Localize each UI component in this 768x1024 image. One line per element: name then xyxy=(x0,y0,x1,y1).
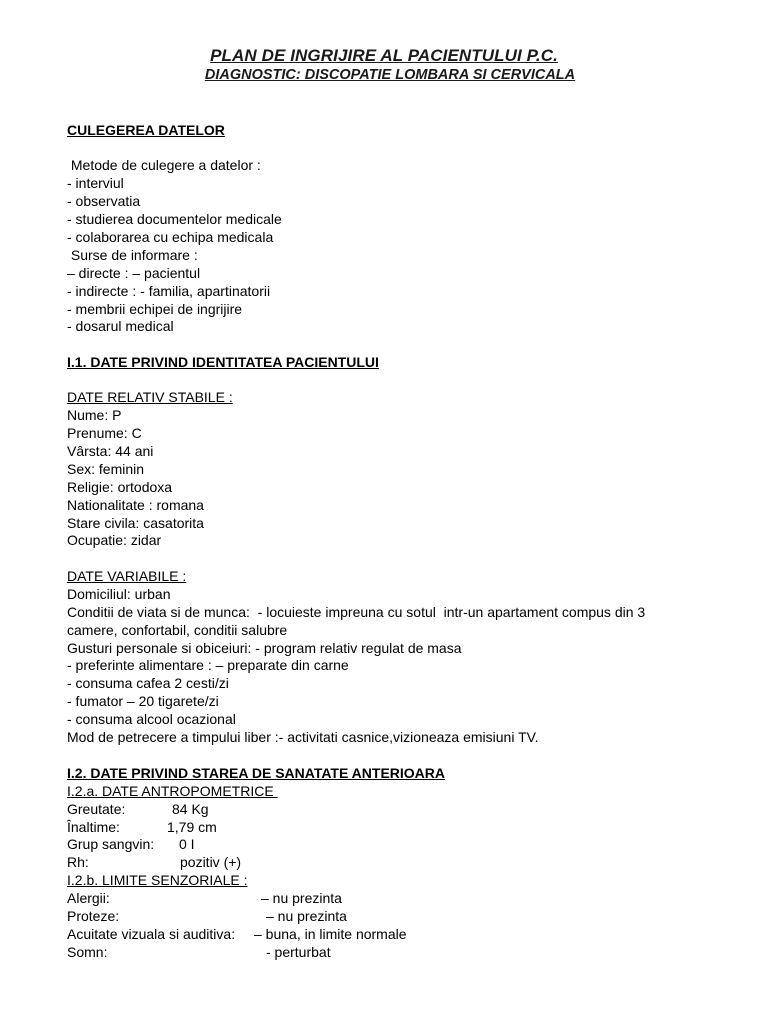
field-label: Rh: xyxy=(67,854,89,870)
field-line: Stare civila: casatorita xyxy=(67,515,204,531)
field-line: Gusturi personale si obiceiuri: - program relativ regulat de masa xyxy=(67,640,462,656)
field-line: Mod de petrecere a timpului liber :- activitati casnice,vizioneaza emisiuni TV. xyxy=(67,729,539,745)
field-value: pozitiv (+) xyxy=(180,854,242,870)
field-label: Greutate: xyxy=(67,801,126,817)
field-line: Nume: P xyxy=(67,407,122,423)
list-item: - observatia xyxy=(67,193,141,209)
section-heading-sanatate: I.2. DATE PRIVIND STAREA DE SANATATE ANTERIOARA xyxy=(67,765,446,781)
list-item: - dosarul medical xyxy=(67,318,174,334)
field-value: – buna, in limite normale xyxy=(254,926,407,942)
subsection-heading-senzoriale: I.2.b. LIMITE SENZORIALE : xyxy=(67,872,248,888)
list-item: - membrii echipei de ingrijire xyxy=(67,301,243,317)
list-item: - indirecte : - familia, apartinatorii xyxy=(67,283,271,299)
field-value: – nu prezinta xyxy=(261,890,342,906)
field-value: 0 I xyxy=(179,836,195,852)
metode-label: Metode de culegere a datelor : xyxy=(67,157,261,173)
field-value: – nu prezinta xyxy=(266,908,347,924)
field-line: - consuma alcool ocazional xyxy=(67,711,236,727)
field-line: Sex: feminin xyxy=(67,461,145,477)
field-line: Conditii de viata si de munca: - locuieste impreuna cu sotul intr-un apartament compus din 3 xyxy=(67,604,646,620)
field-label: Acuitate vizuala si auditiva: xyxy=(67,926,236,942)
list-item: - studierea documentelor medicale xyxy=(67,211,282,227)
field-value: 1,79 cm xyxy=(167,819,217,835)
list-item: – directe : – pacientul xyxy=(67,265,201,281)
subsection-heading-stabile: DATE RELATIV STABILE : xyxy=(67,389,233,405)
subsection-heading-variabile: DATE VARIABILE : xyxy=(67,568,187,584)
section-heading-identitate: I.1. DATE PRIVIND IDENTITATEA PACIENTULUI xyxy=(67,354,379,370)
subsection-heading-antropometrice: I.2.a. DATE ANTROPOMETRICE xyxy=(67,783,278,799)
field-line: Ocupatie: zidar xyxy=(67,532,162,548)
document-title: PLAN DE INGRIJIRE AL PACIENTULUI P.C. xyxy=(210,46,558,65)
field-line: Domiciliul: urban xyxy=(67,586,171,602)
surse-label: Surse de informare : xyxy=(67,247,198,263)
field-line: Nationalitate : romana xyxy=(67,497,204,513)
list-item: - colaborarea cu echipa medicala xyxy=(67,229,274,245)
field-value: 84 Kg xyxy=(172,801,209,817)
field-line: Vârsta: 44 ani xyxy=(67,443,154,459)
field-label: Proteze: xyxy=(67,908,120,924)
field-value: - perturbat xyxy=(266,944,331,960)
list-item: - interviul xyxy=(67,175,124,191)
field-line: camere, confortabil, conditii salubre xyxy=(67,622,288,638)
document-subtitle: DIAGNOSTIC: DISCOPATIE LOMBARA SI CERVICALA xyxy=(204,67,576,83)
field-label: Somn: xyxy=(67,944,108,960)
field-label: Grup sangvin: xyxy=(67,836,155,852)
field-line: Religie: ortodoxa xyxy=(67,479,173,495)
field-label: Alergii: xyxy=(67,890,110,906)
field-line: Prenume: C xyxy=(67,425,142,441)
field-line: - preferinte alimentare : – preparate din carne xyxy=(67,657,349,673)
section-heading-culegere: CULEGEREA DATELOR xyxy=(67,122,225,138)
field-line: - consuma cafea 2 cesti/zi xyxy=(67,675,229,691)
field-label: Înaltime: xyxy=(67,819,120,835)
field-line: - fumator – 20 tigarete/zi xyxy=(67,693,219,709)
